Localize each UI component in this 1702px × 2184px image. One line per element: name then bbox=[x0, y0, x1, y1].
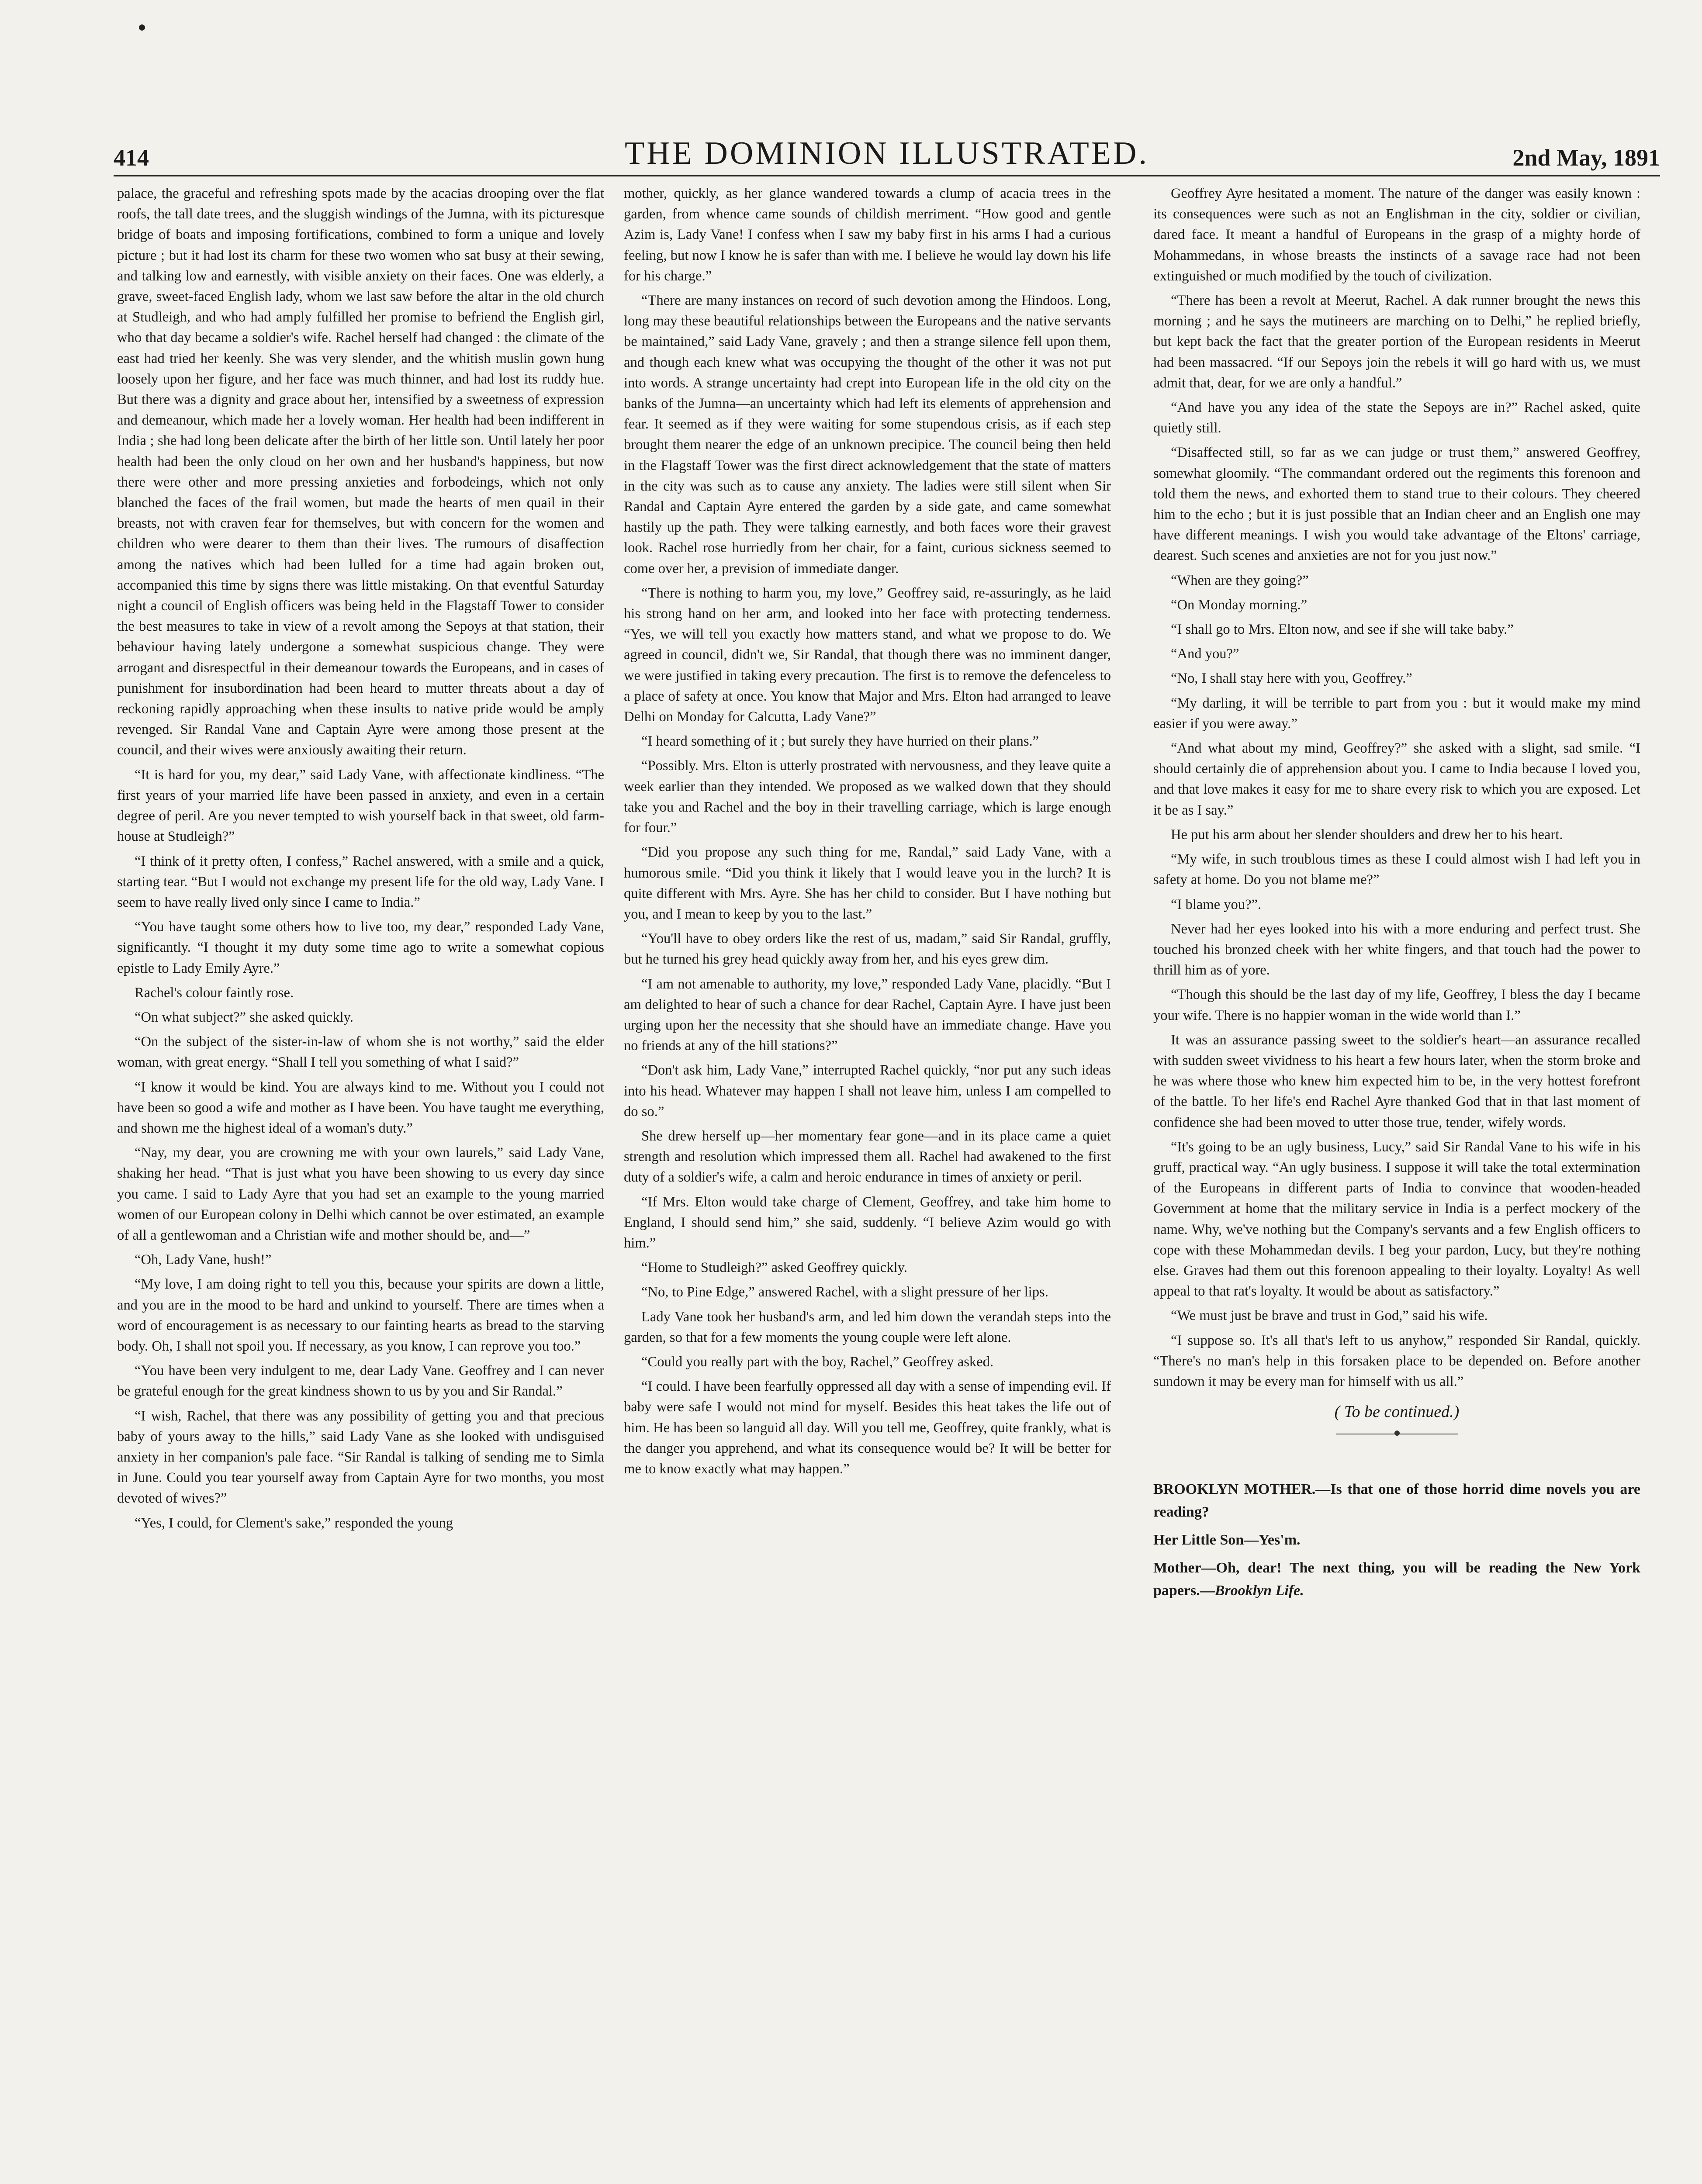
paragraph: She drew herself up—her momentary fear gone—and in its place came a quiet strength and resolution which impressed them all. Rachel had awakened to the first duty of a soldier's wife, a calm and heroic endurance in times of anxiety or peril. bbox=[624, 1128, 1111, 1185]
paragraph: “It is hard for you, my dear,” said Lady Vane, with affectionate kindliness. “The first years of your married life have been passed in anxiety, and even in a certain degree of peril. Are you never tempted to wish yourself back in that sweet, old farm-house at Studleigh?” bbox=[117, 767, 604, 845]
paragraph: “Nay, my dear, you are crowning me with your own laurels,” said Lady Vane, shaking her head. “That is just what you have been showing to us every day since you came. I said to Lady Ayre that you had set an example to the young married women of our European colony in Delhi which cannot be over estimated, an example of all a gentlewoman and a Christian wife and mother should be, and—” bbox=[117, 1145, 604, 1243]
paragraph: “You'll have to obey orders like the rest of us, madam,” said Sir Randal, gruffly, but he turned his grey head quickly away from her, and his eyes grew dim. bbox=[624, 931, 1111, 968]
paragraph: “There has been a revolt at Meerut, Rachel. A dak runner brought the news this morning ; and he says the mutineers are marching on to Delhi,” he replied briefly, but kept back the fact that the greater portion of the European residents in Meerut had been massacred. “If our Sepoys join the rebels it will go hard with us, we must admit that, dear, for we are only a handful.” bbox=[1153, 293, 1640, 391]
paragraph: “Did you propose any such thing for me, Randal,” said Lady Vane, with a humorous smile. “Did you think it likely that I would leave you in the lurch? It is quite different with Mrs. Ayre. She has her child to consider. But I have nothing but you, and I mean to keep by you to the last.” bbox=[624, 844, 1111, 922]
column-1 bbox=[117, 183, 604, 2184]
paragraph: “There are many instances on record of such devotion among the Hindoos. Long, long may these beautiful relationships between the Europeans and the native servants be maintained,” said Lady Vane, gravely ; and then a strange silence fell upon them, and though each knew what was occupying the thought of the other it was not put into words. A strange uncertainty had crept into European life in the old city on the banks of the Jumna—an uncertainty which had left its elements of apprehension and fear. It seemed as if they were waiting for some stupendous crisis, as if each step brought them nearer the edge of an unknown precipice. The council being then held in the Flagstaff Tower was the first direct acknowledgement that the state of matters in the city was such as to cause any anxiety. The ladies were still silent when Sir Randal and Captain Ayre entered the garden by a side gate, and came somewhat hastily up the path. They were talking earnestly, and both faces wore their gravest look. Rachel rose hurriedly from her chair, for a faint, curious sickness seemed to come over her, a prevision of immediate danger. bbox=[624, 293, 1111, 577]
paragraph: “I think of it pretty often, I confess,” Rachel answered, with a smile and a quick, starting tear. “But I would not exchange my present life for the old way, Lady Vane. I seem to have really lived only since I came to India.” bbox=[117, 853, 604, 910]
paragraph: Rachel's colour faintly rose. bbox=[135, 985, 294, 1001]
paragraph: “I know it would be kind. You are always kind to me. Without you I could not have been so good a wife and mother as I have been. You have taught me everything, and shown me the highest ideal of a woman's duty.” bbox=[117, 1079, 604, 1136]
paragraph: “If Mrs. Elton would take charge of Clement, Geoffrey, and take him home to England, I should send him,” she said, suddenly. “I believe Azim would go with him.” bbox=[624, 1194, 1111, 1251]
paragraph: “You have been very indulgent to me, dear Lady Vane. Geoffrey and I can never be grateful enough for the great kindness shown to us by you and Sir Randal.” bbox=[117, 1363, 604, 1400]
paragraph: “Oh, Lady Vane, hush!” bbox=[135, 1252, 272, 1268]
paragraph: “Could you really part with the boy, Rachel,” Geoffrey asked. bbox=[641, 1354, 994, 1370]
print-speck bbox=[139, 24, 145, 31]
paragraph: “Yes, I could, for Clement's sake,” responded the young bbox=[135, 1515, 453, 1531]
joke-item bbox=[1153, 1478, 1640, 1602]
joke-line bbox=[1153, 1557, 1640, 1602]
paragraph: “I wish, Rachel, that there was any possibility of getting you and that precious baby of yours away to the hills,” said Lady Vane as she looked with undisguised anxiety in her companion's pale face. “Sir Randal is talking of sending me to Simla in June. Could you tear yourself away from Captain Ayre for two months, you most devoted of wives?” bbox=[117, 1408, 604, 1507]
paragraph: “Though this should be the last day of my life, Geoffrey, I bless the day I became your wife. There is no happier woman in the wide world than I.” bbox=[1153, 987, 1640, 1023]
paragraph: Never had her eyes looked into his with a more enduring and perfect trust. She touched his bronzed cheek with her white fingers, and that touch had the power to thrill him as of yore. bbox=[1153, 921, 1640, 978]
paragraph: “There is nothing to harm you, my love,” Geoffrey said, re-assuringly, as he laid his strong hand on her arm, and looked into her face with protecting tenderness. “Yes, we will tell you exactly how matters stand, and what we propose to do. We agreed in council, didn't we, Sir Randal, that though there was no imminent danger, we were justified in taking every precaution. The first is to remove the defenceless to a place of safety at once. You know that Major and Mrs. Elton had arranged to leave Delhi on Monday for Calcutta, Lady Vane?” bbox=[624, 585, 1111, 725]
paragraph: “I heard something of it ; but surely they have hurried on their plans.” bbox=[641, 733, 1039, 750]
paragraph: “My darling, it will be terrible to part from you : but it would make my mind easier if you were away.” bbox=[1153, 695, 1640, 732]
paragraph: “My love, I am doing right to tell you this, because your spirits are down a little, and you are in the mood to be hard and unkind to yourself. There are times when a word of encouragement is as necessary to our fainting hearts as bread to the starving body. Oh, I shall not spoil you. If necessary, as you know, I can reprove you too.” bbox=[117, 1276, 604, 1354]
paragraph: “We must just be brave and trust in God,” said his wife. bbox=[1171, 1308, 1488, 1324]
paragraph: palace, the graceful and refreshing spots made by the acacias drooping over the flat roofs, the tall date trees, and the sluggish windings of the Jumna, with its picturesque bridge of boats and imposing fortifications, combined to form a unique and lovely picture ; but it had lost its charm for these two women who sat busy at their sewing, and talking low and earnestly, with visible anxiety on their faces. One was elderly, a grave, sweet-faced English lady, whom we last saw before the altar in the old church at Studleigh, and who had amply fulfilled her promise to befriend the English girl, who that day became a soldier's wife. Rachel herself had changed : the climate of the east had tried her keenly. She was very slender, and the whitish muslin gown hung loosely upon her figure, and her face was much thinner, and had lost its ruddy hue. But there was a dignity and grace about her, intensified by a sweetness of expression and demeanour, which made her a lovely woman. Her health had been indifferent in India ; she had long been delicate after the birth of her little son. Until lately her poor health had been the only cloud on her own and her husband's happiness, but now there were other and more pressing anxieties and forbodeings, which not only blanched the faces of the frail women, but made the hearts of men quail in their breasts, not with craven fear for themselves, but with concern for the women and children who were dearer to them than their lives. The rumours of disaffection among the natives which had been lulled for a time had again broken out, accompanied this time by signs there was little mistaking. On that eventful Saturday night a council of English officers was being held in the Flagstaff Tower to consider the best measures to take in view of a revolt among the Sepoys at that station, their behaviour having lately undergone a somewhat suspicious change. They were arrogant and disrespectful in their demeanour towards the Europeans, and in cases of punishment for insubordination had been heard to mutter threats about a day of reckoning rapidly approaching when these insults to native pride would be amply revenged. Sir Randal Vane and Captain Ayre were among those present at the council, and their wives were anxiously awaiting their return. bbox=[117, 186, 604, 758]
paragraph: “Possibly. Mrs. Elton is utterly prostrated with nervousness, and they leave quite a week earlier than they intended. We proposed as we walked down that they should take you and Rachel and the boy in their travelling carriage, which is large enough for four.” bbox=[624, 758, 1111, 836]
paragraph: “And what about my mind, Geoffrey?” she asked with a slight, sad smile. “I should certainly die of apprehension about you. I came to India because I loved you, and that love makes it easy for me to share every risk to which you are exposed. Let it be as I say.” bbox=[1153, 740, 1640, 818]
paragraph: It was an assurance passing sweet to the soldier's heart—an assurance recalled with sudden sweet vividness to his heart a few hours later, when the storm broke and he was where those who knew him expected him to be, in the very hottest forefront of the battle. To her life's end Rachel Ayre thanked God that in that last moment of confidence she had been moved to utter those true, tender, wifely words. bbox=[1153, 1032, 1640, 1130]
paragraph: Lady Vane took her husband's arm, and led him down the verandah steps into the garden, so that for a few moments the young couple were left alone. bbox=[624, 1309, 1111, 1345]
paragraph: “And have you any idea of the state the Sepoys are in?” Rachel asked, quite quietly still. bbox=[1153, 400, 1640, 436]
issue-date: 2nd May, 1891 bbox=[1512, 145, 1660, 171]
section-divider bbox=[1336, 1434, 1458, 1439]
paragraph: mother, quickly, as her glance wandered towards a clump of acacia trees in the garden, from whence came sounds of childish merriment. “How good and gentle Azim is, Lady Vane! I confess when I saw my baby first in his arms I had a curious feeling, but now I know he is safer than with me. I believe he would lay down his life for his charge.” bbox=[624, 186, 1111, 284]
paragraph: “It's going to be an ugly business, Lucy,” said Sir Randal Vane to his wife in his gruff, practical way. “An ugly business. I suppose it will take the total extermination of the Europeans in different parts of India to convince that wooden-headed Government at home that the military service in India is a perfect mockery of the name. Why, we've nothing but the Company's servants and a few English officers to cope with these Mohammedan devils. I beg your pardon, Lucy, but they're nothing else. Graves had them out this forenoon appealing to their loyalty. Loyalty! As well appeal to that rat's loyalty. It would be about as satisfactory.” bbox=[1153, 1139, 1640, 1299]
page-header bbox=[114, 127, 1660, 176]
paragraph: “On Monday morning.” bbox=[1171, 597, 1308, 613]
paragraph: He put his arm about her slender shoulders and drew her to his heart. bbox=[1171, 826, 1563, 843]
paragraph: “My wife, in such troublous times as these I could almost wish I had left you in safety at home. Do you not blame me?” bbox=[1153, 851, 1640, 888]
paragraph: “When are they going?” bbox=[1171, 572, 1309, 588]
joke-line: Her Little Son—Yes'm. bbox=[1153, 1532, 1301, 1548]
paragraph: “I am not amenable to authority, my love,” responded Lady Vane, placidly. “But I am delighted to hear of such a chance for dear Rachel, Captain Ayre. I have just been urging upon her the necessity that she should have an immediate change. Have you no friends at any of the hill stations?” bbox=[624, 976, 1111, 1054]
paragraph: “No, to Pine Edge,” answered Rachel, with a slight pressure of her lips. bbox=[641, 1284, 1048, 1300]
paragraph: “You have taught some others how to live too, my dear,” responded Lady Vane, significantly. “I thought it my duty some time ago to write a somewhat copious epistle to Lady Emily Ayre.” bbox=[117, 919, 604, 976]
joke-text: Mother—Oh, dear! The next thing, you will be reading the New York papers.— bbox=[1153, 1560, 1640, 1599]
joke-line: BROOKLYN MOTHER.—Is that one of those horrid dime novels you are reading? bbox=[1153, 1481, 1640, 1521]
column-2 bbox=[624, 183, 1111, 2184]
paragraph: “No, I shall stay here with you, Geoffrey.” bbox=[1171, 670, 1412, 687]
column-3 bbox=[1153, 183, 1640, 2184]
paragraph: “I suppose so. It's all that's left to us anyhow,” responded Sir Randal, quickly. “There's no man's help in this forsaken place to be depended on. Before another sundown it may be every man for himself with us all.” bbox=[1153, 1332, 1640, 1389]
masthead-title: THE DOMINION ILLUSTRATED. bbox=[625, 135, 1149, 171]
paragraph: “On what subject?” she asked quickly. bbox=[135, 1009, 353, 1025]
paragraph: Geoffrey Ayre hesitated a moment. The nature of the danger was easily known : its consequences were such as not an Englishman in the city, soldier or civilian, dared face. It meant a handful of Europeans in the grasp of a mighty horde of Mohammedans, in whose breasts the instincts of a savage race had not been extinguished or much modified by the touch of civilization. bbox=[1153, 186, 1640, 284]
paragraph: “Home to Studleigh?” asked Geoffrey quickly. bbox=[641, 1260, 907, 1276]
paragraph: “I could. I have been fearfully oppressed all day with a sense of impending evil. If baby were safe I would not mind for myself. Besides this heat takes the life out of him. He has been so languid all day. Will you tell me, Geoffrey, quite frankly, what is the danger you apprehend, and what its consequence would be? It will be better for me to know exactly what may happen.” bbox=[624, 1379, 1111, 1477]
paragraph: “On the subject of the sister-in-law of whom she is not worthy,” said the elder woman, with great energy. “Shall I tell you something of what I said?” bbox=[117, 1034, 604, 1071]
divider-ornament bbox=[1394, 1431, 1400, 1436]
joke-source: Brooklyn Life. bbox=[1214, 1583, 1304, 1599]
paragraph: “Don't ask him, Lady Vane,” interrupted Rachel quickly, “nor put any such ideas into his head. Whatever may happen I shall not leave him, unless I am compelled to do so.” bbox=[624, 1062, 1111, 1120]
page-number: 414 bbox=[114, 145, 149, 171]
paragraph: “I shall go to Mrs. Elton now, and see if she will take baby.” bbox=[1171, 622, 1514, 638]
paragraph: “And you?” bbox=[1171, 646, 1239, 662]
paragraph: “I blame you?”. bbox=[1171, 896, 1262, 912]
paragraph: “Disaffected still, so far as we can judge or trust them,” answered Geoffrey, somewhat gloomily. “The commandant ordered out the regiments this forenoon and told them the news, and exhorted them to stand true to their colours. They cheered him to the echo ; but it is just possible that an Indian cheer and an English one may have different meanings. I wish you would take advantage of the Eltons' carriage, dearest. Such scenes and anxieties are not for you just now.” bbox=[1153, 445, 1640, 564]
continued-note: ( To be continued.) bbox=[1334, 1403, 1460, 1421]
